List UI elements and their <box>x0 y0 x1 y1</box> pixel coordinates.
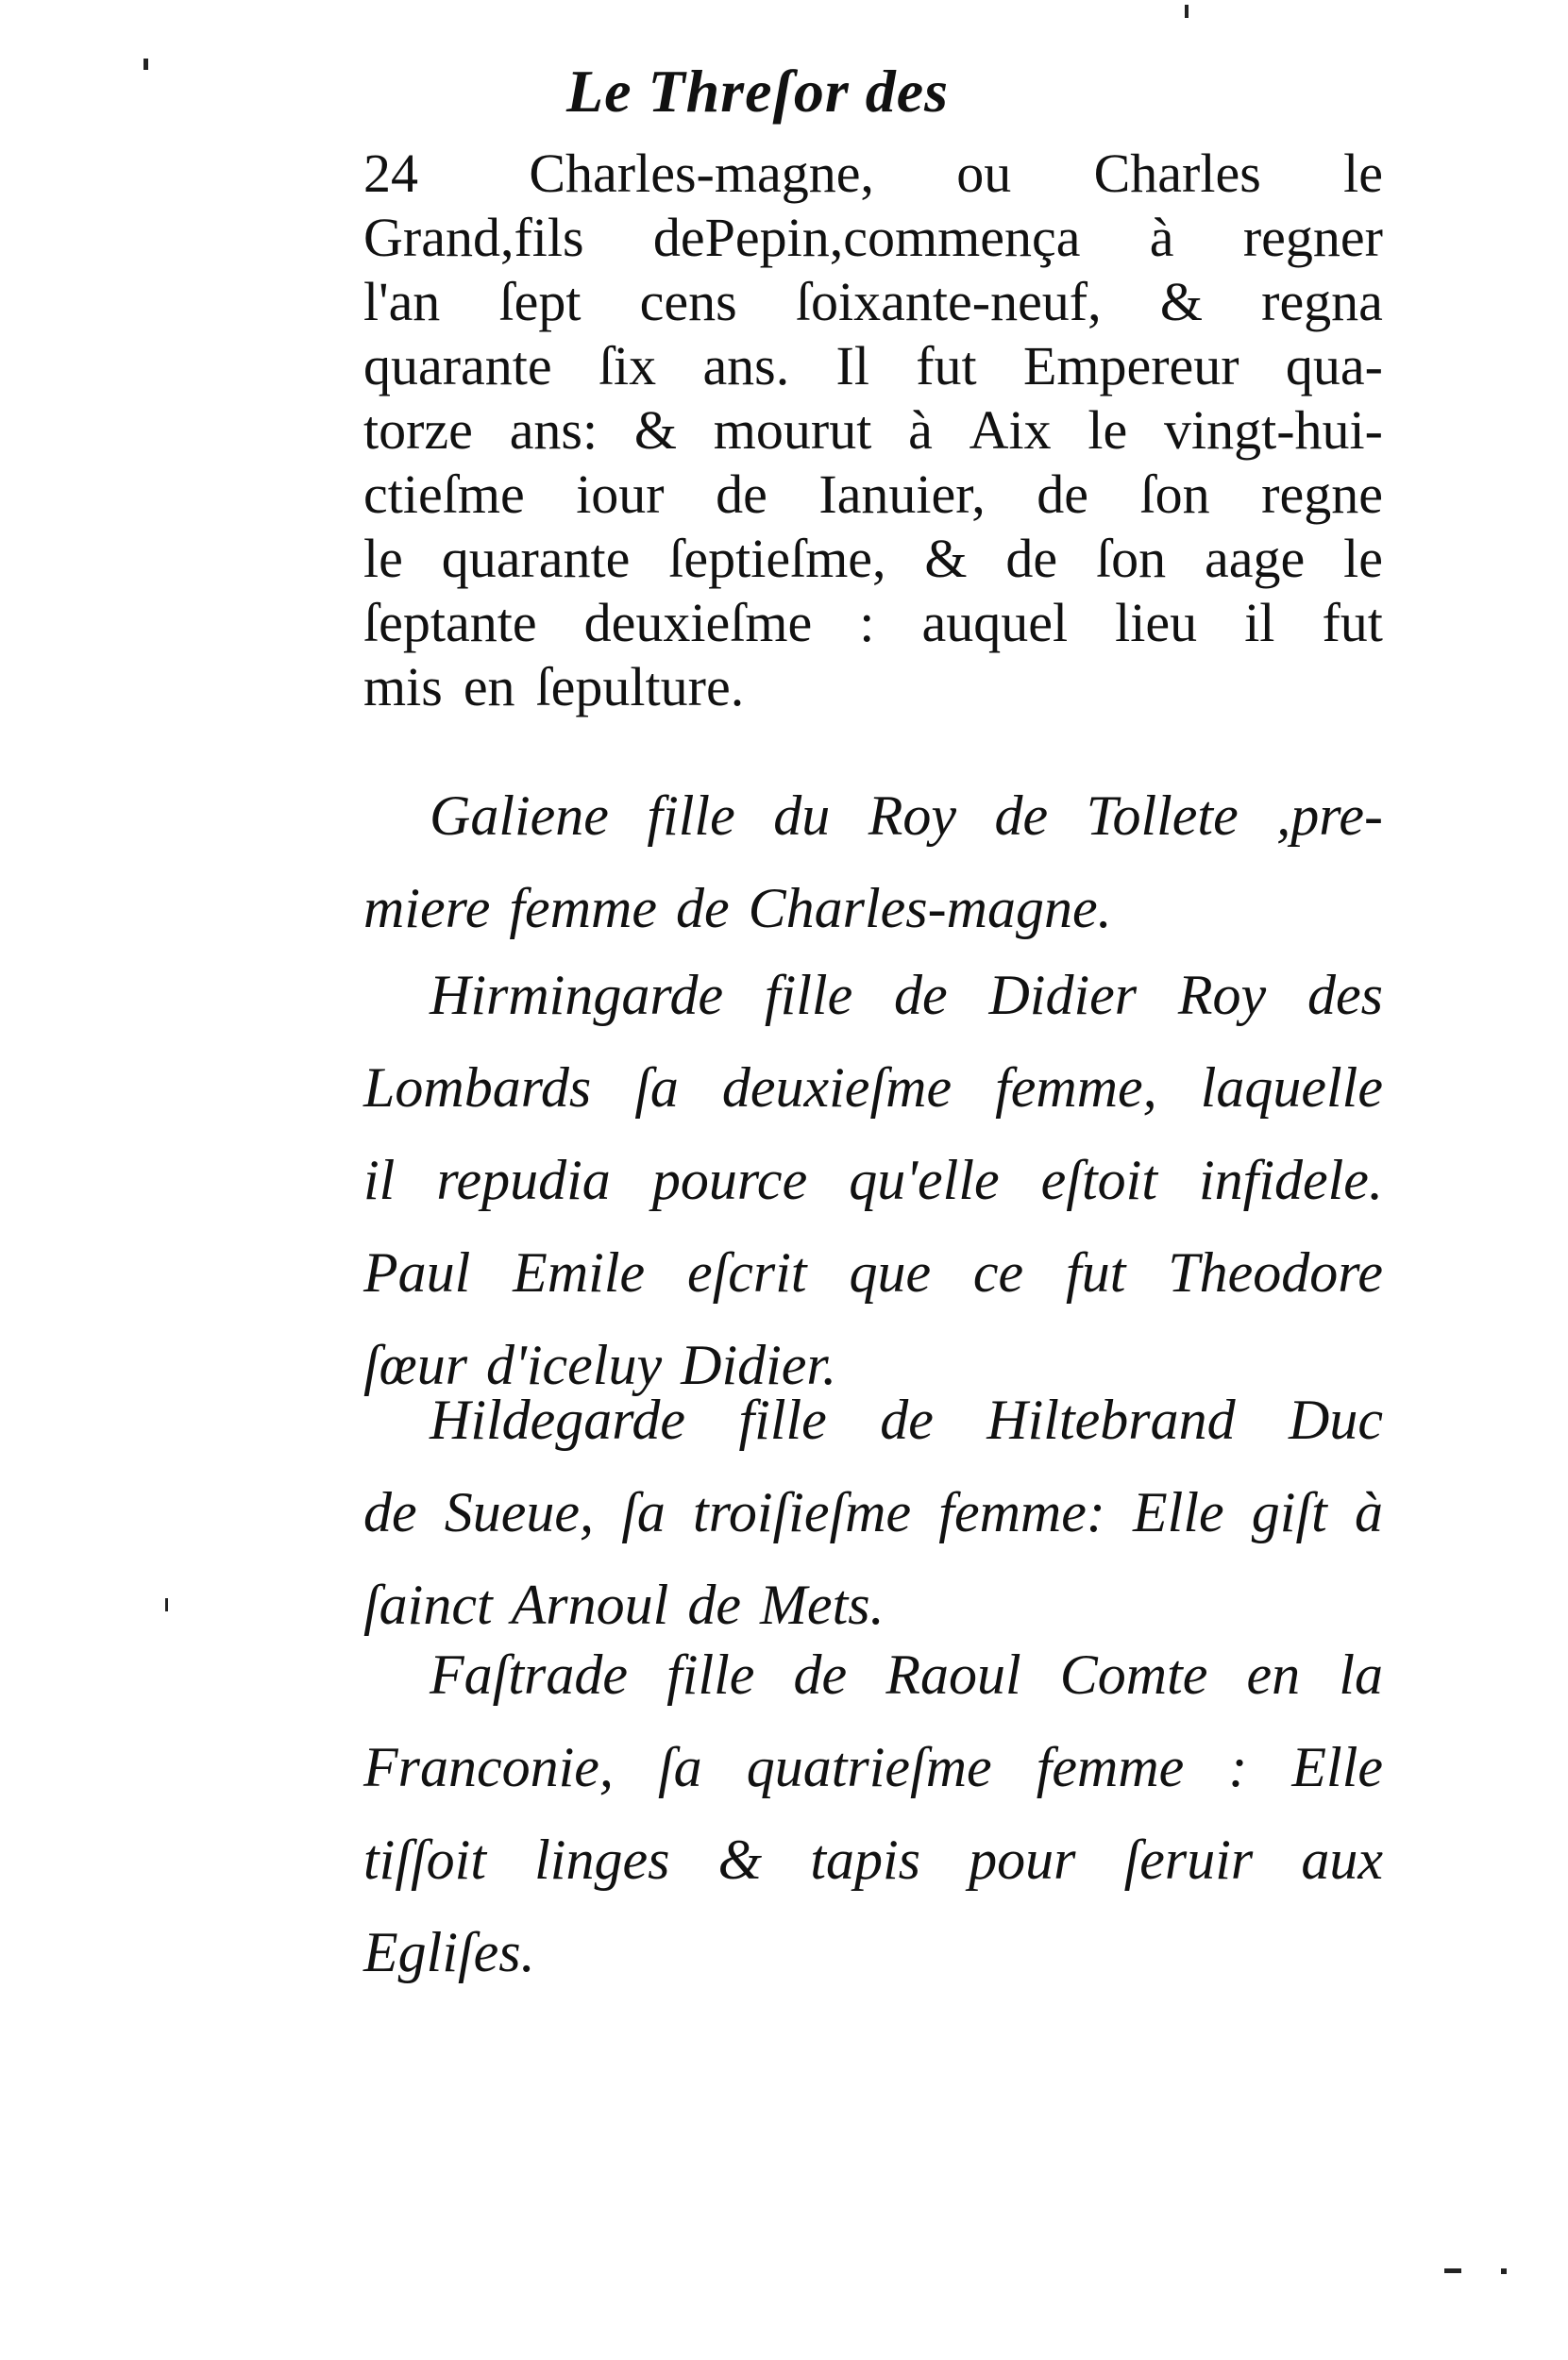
paragraph-italic <box>363 1628 1383 1998</box>
word: & <box>924 528 968 589</box>
word: Tollete <box>1086 784 1239 847</box>
word: Hiltebrand <box>986 1389 1236 1451</box>
word: pource <box>651 1149 808 1211</box>
text-line <box>363 334 1383 398</box>
text-line <box>363 270 1383 334</box>
word: de <box>1037 464 1089 525</box>
word: ſa <box>621 1481 666 1543</box>
text-line <box>363 1813 1383 1906</box>
word: ſa <box>634 1056 679 1119</box>
word: Lombards <box>363 1056 592 1119</box>
word: mourut <box>713 399 872 461</box>
word: ans. <box>702 335 790 396</box>
word: ſoixante-neuf, <box>795 271 1102 332</box>
word: le <box>1087 399 1128 461</box>
word: & <box>633 399 678 461</box>
word: à <box>1354 1481 1383 1543</box>
word: ſon <box>1139 464 1210 525</box>
word: ,pre- <box>1276 784 1383 847</box>
text-line <box>363 655 1383 719</box>
word: à <box>1149 207 1174 268</box>
word: deuxieſme <box>721 1056 953 1119</box>
word: femme: <box>938 1481 1105 1543</box>
word: ſix <box>598 335 657 396</box>
word: fut <box>1322 592 1383 653</box>
word: que <box>849 1241 932 1304</box>
scan-speck <box>165 1598 168 1611</box>
word: quarante <box>441 528 631 589</box>
text-line <box>363 769 1383 862</box>
word: pour <box>969 1829 1076 1891</box>
scan-speck <box>1444 2268 1461 2273</box>
word: aux <box>1301 1829 1383 1891</box>
word: Didier <box>988 964 1138 1026</box>
word: de <box>687 1574 741 1636</box>
text-line <box>363 949 1383 1041</box>
word: il <box>363 1149 396 1211</box>
word: Roy <box>868 784 956 847</box>
word: Mets. <box>759 1574 885 1636</box>
word: de <box>716 464 767 525</box>
word: femme, <box>995 1056 1157 1119</box>
word: d'iceluy <box>486 1334 663 1396</box>
word: Duc <box>1289 1389 1383 1451</box>
scan-speck <box>1501 2268 1507 2274</box>
word: : <box>1228 1736 1248 1798</box>
word: mis <box>363 656 443 717</box>
word: iour <box>576 464 665 525</box>
word: cens <box>639 271 737 332</box>
word: Comte <box>1059 1644 1208 1706</box>
word: ctieſme <box>363 464 525 525</box>
word: fille <box>666 1644 755 1706</box>
word: vingt-hui- <box>1164 399 1383 461</box>
word: Empereur <box>1022 335 1239 396</box>
word: & <box>1159 271 1203 332</box>
word: il <box>1244 592 1275 653</box>
word: Arnoul <box>511 1574 669 1636</box>
word: le <box>1343 143 1383 204</box>
word: Charles-magne, <box>529 143 874 204</box>
word: : <box>859 592 875 653</box>
word: fut <box>916 335 977 396</box>
word: ſepulture. <box>535 656 745 717</box>
text-line <box>363 1466 1383 1559</box>
word: ou <box>956 143 1012 204</box>
scan-speck <box>1185 5 1189 18</box>
word: regner <box>1242 207 1383 268</box>
word: Paul <box>363 1241 471 1304</box>
word: Galiene <box>430 784 609 847</box>
word: regna <box>1261 271 1383 332</box>
word: à <box>908 399 933 461</box>
word: le <box>363 528 403 589</box>
word: Hirmingarde <box>430 964 724 1026</box>
word: eſcrit <box>686 1241 807 1304</box>
word: de <box>675 877 730 939</box>
word: Egliſes. <box>363 1921 535 1983</box>
text-line <box>363 463 1383 527</box>
running-head: Le Threſor des <box>566 58 950 125</box>
word: de <box>894 964 948 1026</box>
word: de <box>1005 528 1058 589</box>
word: Elle <box>1291 1736 1383 1798</box>
word: femme <box>1036 1736 1185 1798</box>
word: ans: <box>509 399 599 461</box>
text-line <box>363 1374 1383 1466</box>
text-line <box>363 527 1383 591</box>
word: femme <box>509 877 657 939</box>
word: fille <box>647 784 735 847</box>
word: dePepin,commença <box>652 207 1081 268</box>
word: Il <box>835 335 869 396</box>
word: infidele. <box>1199 1149 1383 1211</box>
word: Charles-magne. <box>748 877 1112 939</box>
word: de <box>880 1389 934 1451</box>
word: aage <box>1205 528 1306 589</box>
word: ſœur <box>363 1334 468 1396</box>
word: fille <box>764 964 853 1026</box>
word: ſeptante <box>363 592 537 653</box>
word: Aix <box>969 399 1052 461</box>
word: linges <box>534 1829 670 1891</box>
word: Raoul <box>885 1644 1021 1706</box>
word: Emile <box>513 1241 646 1304</box>
word: troiſieſme <box>693 1481 912 1543</box>
word: giſt <box>1251 1481 1327 1543</box>
word: torze <box>363 399 473 461</box>
word: regne <box>1261 464 1383 525</box>
word: Faſtrade <box>430 1644 628 1706</box>
word: en <box>463 656 515 717</box>
word: ſeruir <box>1123 1829 1254 1891</box>
word: le <box>1343 528 1383 589</box>
word: & <box>717 1829 763 1891</box>
word: Hildegarde <box>430 1389 686 1451</box>
word: ſa <box>657 1736 702 1798</box>
word: laquelle <box>1200 1056 1383 1119</box>
word: lieu <box>1115 592 1198 653</box>
word: fut <box>1066 1241 1126 1304</box>
paragraph-italic <box>363 1374 1383 1651</box>
word: fille <box>738 1389 827 1451</box>
paragraph-italic <box>363 949 1383 1411</box>
word: Theodore <box>1168 1241 1383 1304</box>
paragraph-roman <box>363 142 1383 719</box>
word: tiſſoit <box>363 1829 487 1891</box>
text-line <box>363 1041 1383 1134</box>
word: deuxieſme <box>583 592 813 653</box>
word: quatrieſme <box>746 1736 992 1798</box>
word: Franconie, <box>363 1736 614 1798</box>
word: ſept <box>498 271 582 332</box>
text-line <box>363 1134 1383 1226</box>
word: de <box>994 784 1049 847</box>
word: auquel <box>921 592 1069 653</box>
word: Sueue, <box>444 1481 595 1543</box>
word: Elle <box>1133 1481 1224 1543</box>
word: miere <box>363 877 491 939</box>
word: la <box>1339 1644 1383 1706</box>
word: Ianuier, <box>818 464 986 525</box>
word: ſainct <box>363 1574 493 1636</box>
word: l'an <box>363 271 441 332</box>
word: tapis <box>810 1829 921 1891</box>
word: qua- <box>1285 335 1383 396</box>
word: repudia <box>436 1149 611 1211</box>
word: quarante <box>363 335 552 396</box>
word: eſtoit <box>1040 1149 1157 1211</box>
text-line <box>363 1721 1383 1813</box>
text-line <box>363 1226 1383 1319</box>
word: Roy <box>1177 964 1267 1026</box>
text-line <box>363 398 1383 463</box>
folio-number: 24 <box>363 143 418 204</box>
text-line <box>363 1906 1383 1998</box>
text-line <box>363 1628 1383 1721</box>
text-line <box>363 142 1383 206</box>
word: Charles <box>1093 143 1261 204</box>
word: en <box>1246 1644 1301 1706</box>
paragraph-italic <box>363 769 1383 954</box>
word: Didier. <box>681 1334 837 1396</box>
word: de <box>793 1644 848 1706</box>
text-line <box>363 591 1383 655</box>
text-line <box>363 862 1383 954</box>
scan-speck <box>143 59 148 70</box>
text-line <box>363 206 1383 270</box>
word: du <box>773 784 831 847</box>
word: des <box>1307 964 1383 1026</box>
word: ſeptieſme, <box>668 528 886 589</box>
word: Grand,fils <box>363 207 584 268</box>
word: ſon <box>1096 528 1167 589</box>
word: qu'elle <box>849 1149 1000 1211</box>
word: ce <box>972 1241 1024 1304</box>
word: de <box>363 1481 417 1543</box>
